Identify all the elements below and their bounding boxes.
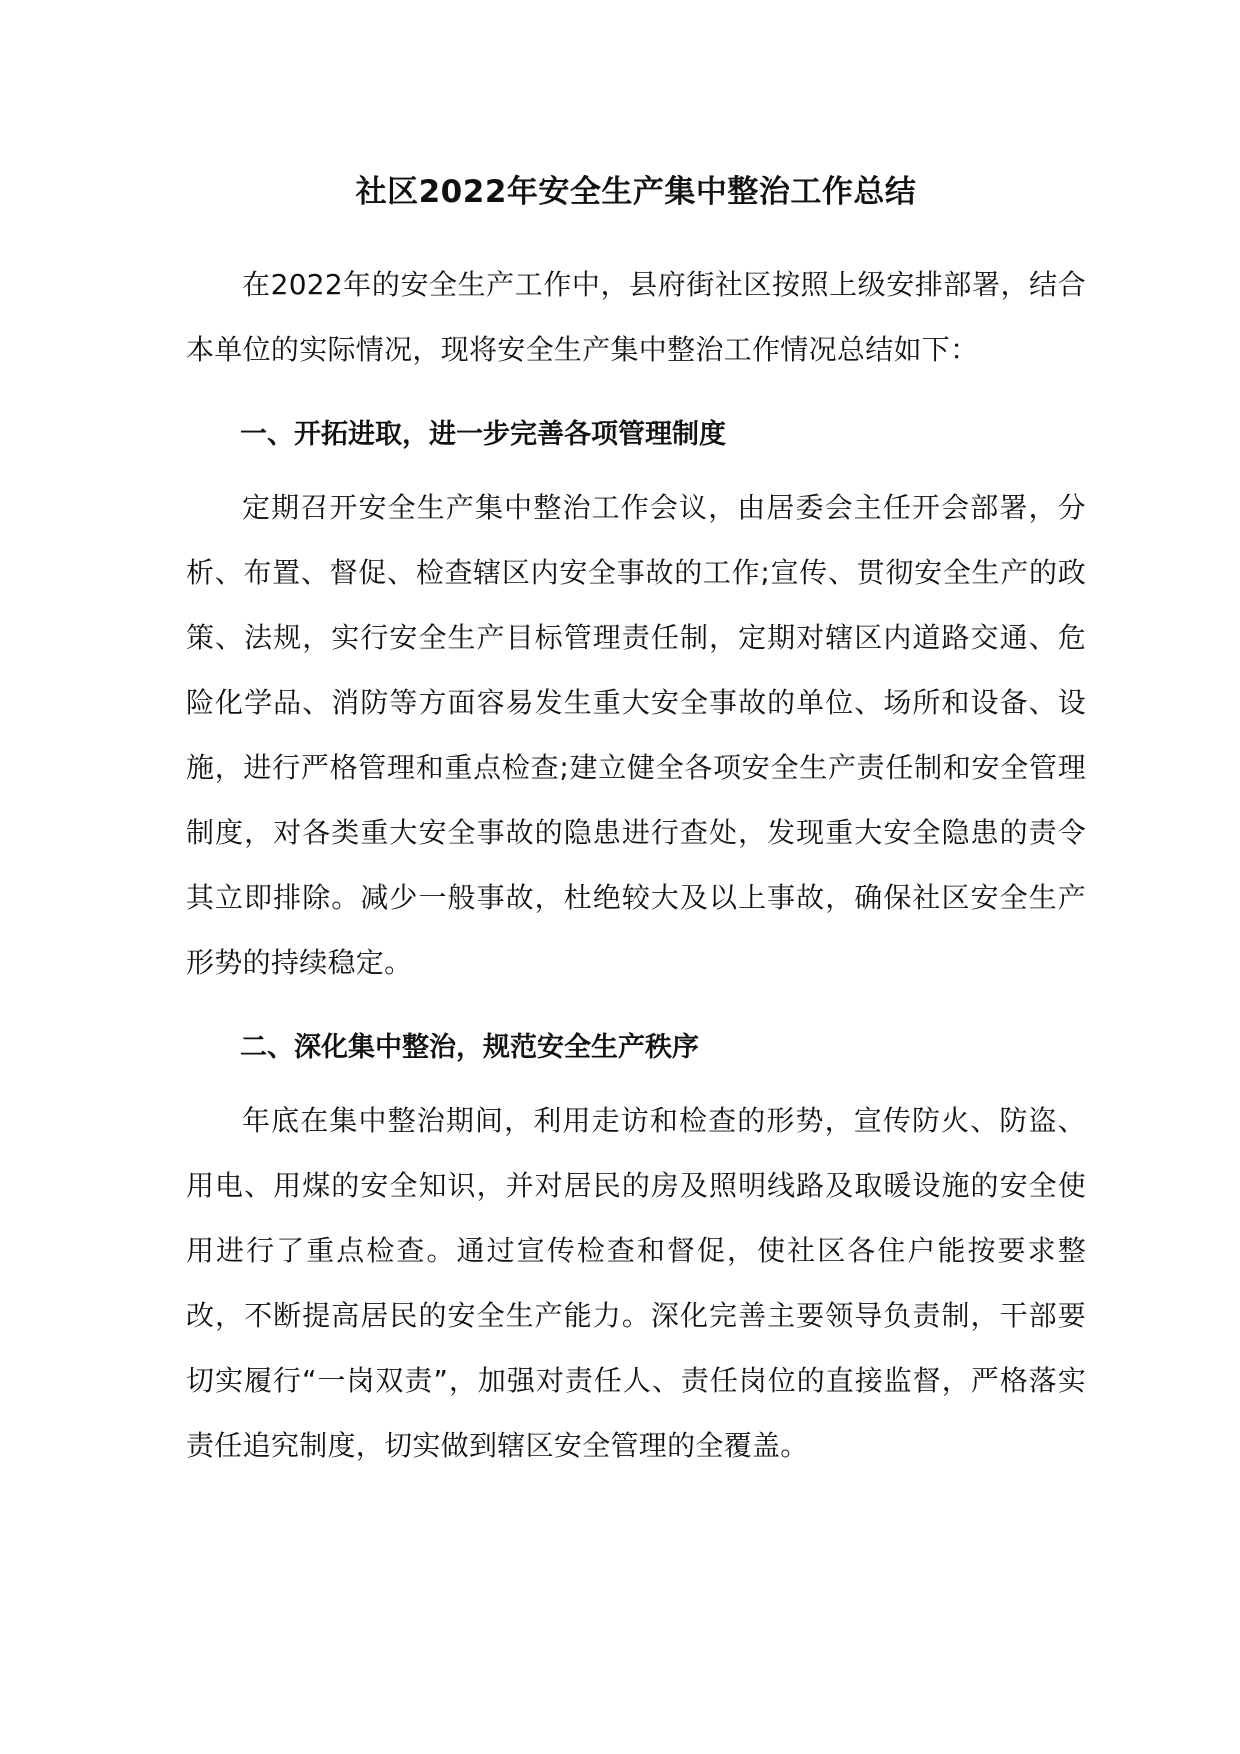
section-1-heading: 一、开拓进取，进一步完善各项管理制度	[240, 419, 726, 450]
document-title: 社区2022年安全生产集中整治工作总结	[355, 174, 917, 210]
section-2-body: 年底在集中整治期间，利用走访和检查的形势，宣传防火、防盗、用电、用煤的安全知识，并对居民的房及照明线路及取暖设施的安全使用进行了重点检查。通过宣传检查和督促，使社区各住户能按要求整改，不断提高居民的安全生产能力。深化完善主要领导负责制，干部要切实履行“一岗双责”，加强对责任人、责任岗位的直接监督，严格落实责任追究制度，切实做到辖区安全管理的全覆盖。	[186, 1104, 1086, 1462]
section-1	[186, 402, 1086, 995]
section-2-heading: 二、深化集中整治，规范安全生产秩序	[240, 1032, 699, 1063]
section-1-body: 定期召开安全生产集中整治工作会议，由居委会主任开会部署，分析、布置、督促、检查辖区内安全事故的工作;宣传、贯彻安全生产的政策、法规，实行安全生产目标管理责任制，定期对辖区内道路交通、危险化学品、消防等方面容易发生重大安全事故的单位、场所和设备、设施，进行严格管理和重点检查;建立健全各项安全生产责任制和安全管理制度，对各类重大安全事故的隐患进行查处，发现重大安全隐患的责令其立即排除。减少一般事故，杜绝较大及以上事故，确保社区安全生产形势的持续稳定。	[186, 491, 1086, 979]
intro-paragraph: 在2022年的安全生产工作中，县府街社区按照上级安排部署，结合本单位的实际情况，现将安全生产集中整治工作情况总结如下：	[186, 268, 1086, 366]
section-2	[186, 1015, 1086, 1478]
document-page	[186, 170, 1086, 1478]
